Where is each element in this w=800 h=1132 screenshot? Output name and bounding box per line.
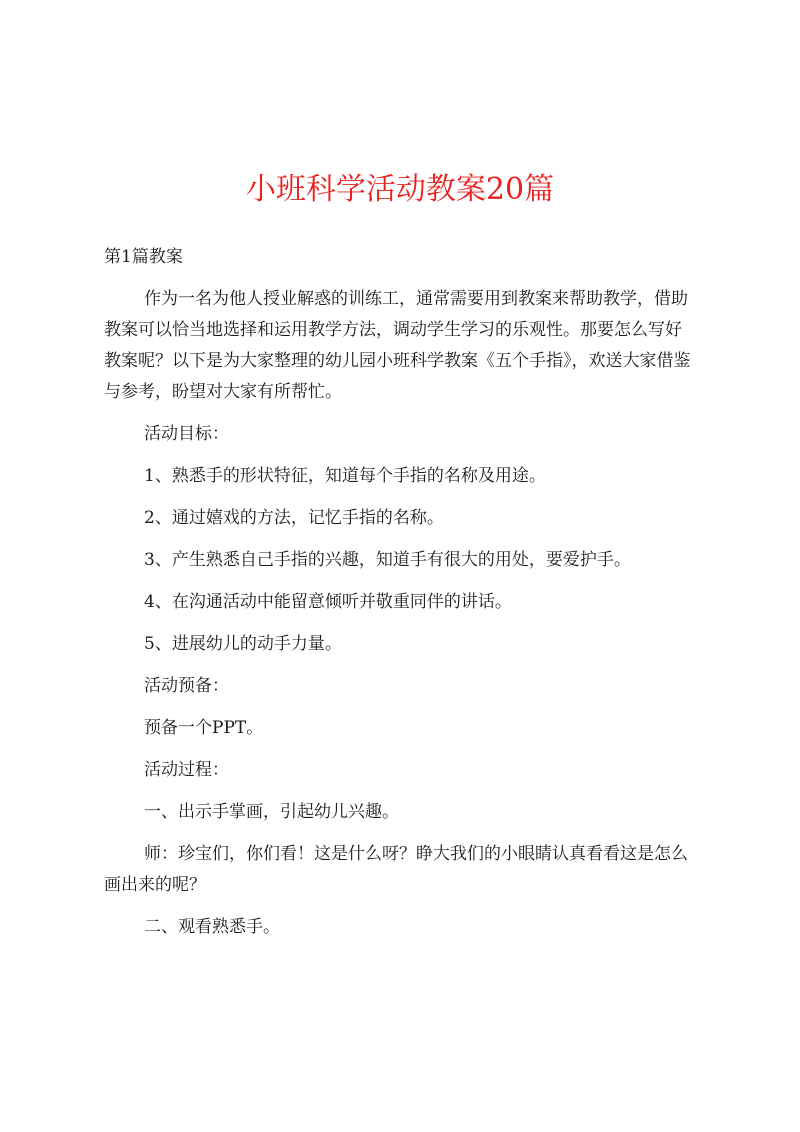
document-title: 小班科学活动教案20篇 — [245, 172, 555, 207]
paragraph-prep-heading: 活动预备： — [144, 676, 229, 696]
paragraph-goal-5: 5、进展幼儿的动手力量。 — [144, 634, 342, 654]
paragraph-goals-heading: 活动目标： — [144, 424, 229, 444]
paragraph-intro: 作为一名为他人授业解惑的训练工，通常需要用到教案来帮助教学，借助教案可以恰当地选择和运用教学方法，调动学生学习的乐观性。那要怎么写好教案呢？以下是为大家整理的幼儿园小班科学教案《五个手指》，欢送大家借鉴与参考，盼望对大家有所帮忙。 — [104, 289, 691, 402]
paragraph-step-1: 一、出示手掌画，引起幼儿兴趣。 — [144, 802, 399, 822]
paragraph-step-2: 二、观看熟悉手。 — [144, 917, 280, 937]
paragraph-goal-3: 3、产生熟悉自己手指的兴趣，知道手有很大的用处，要爱护手。 — [144, 550, 631, 570]
paragraph-prep: 预备一个PPT。 — [144, 718, 264, 738]
paragraph-goal-1: 1、熟悉手的形状特征，知道每个手指的名称及用途。 — [144, 466, 546, 486]
paragraph-goal-4: 4、在沟通活动中能留意倾听并敬重同伴的讲话。 — [144, 592, 512, 612]
paragraph-goal-2: 2、通过嬉戏的方法，记忆手指的名称。 — [144, 508, 444, 528]
paragraph-process-heading: 活动过程： — [144, 760, 229, 780]
document-body — [104, 242, 696, 954]
section-heading: 第1篇教案 — [104, 247, 183, 267]
paragraph-teacher-dialogue: 师：珍宝们，你们看！这是什么呀？睁大我们的小眼睛认真看看这是怎么画出来的呢？ — [104, 844, 688, 895]
